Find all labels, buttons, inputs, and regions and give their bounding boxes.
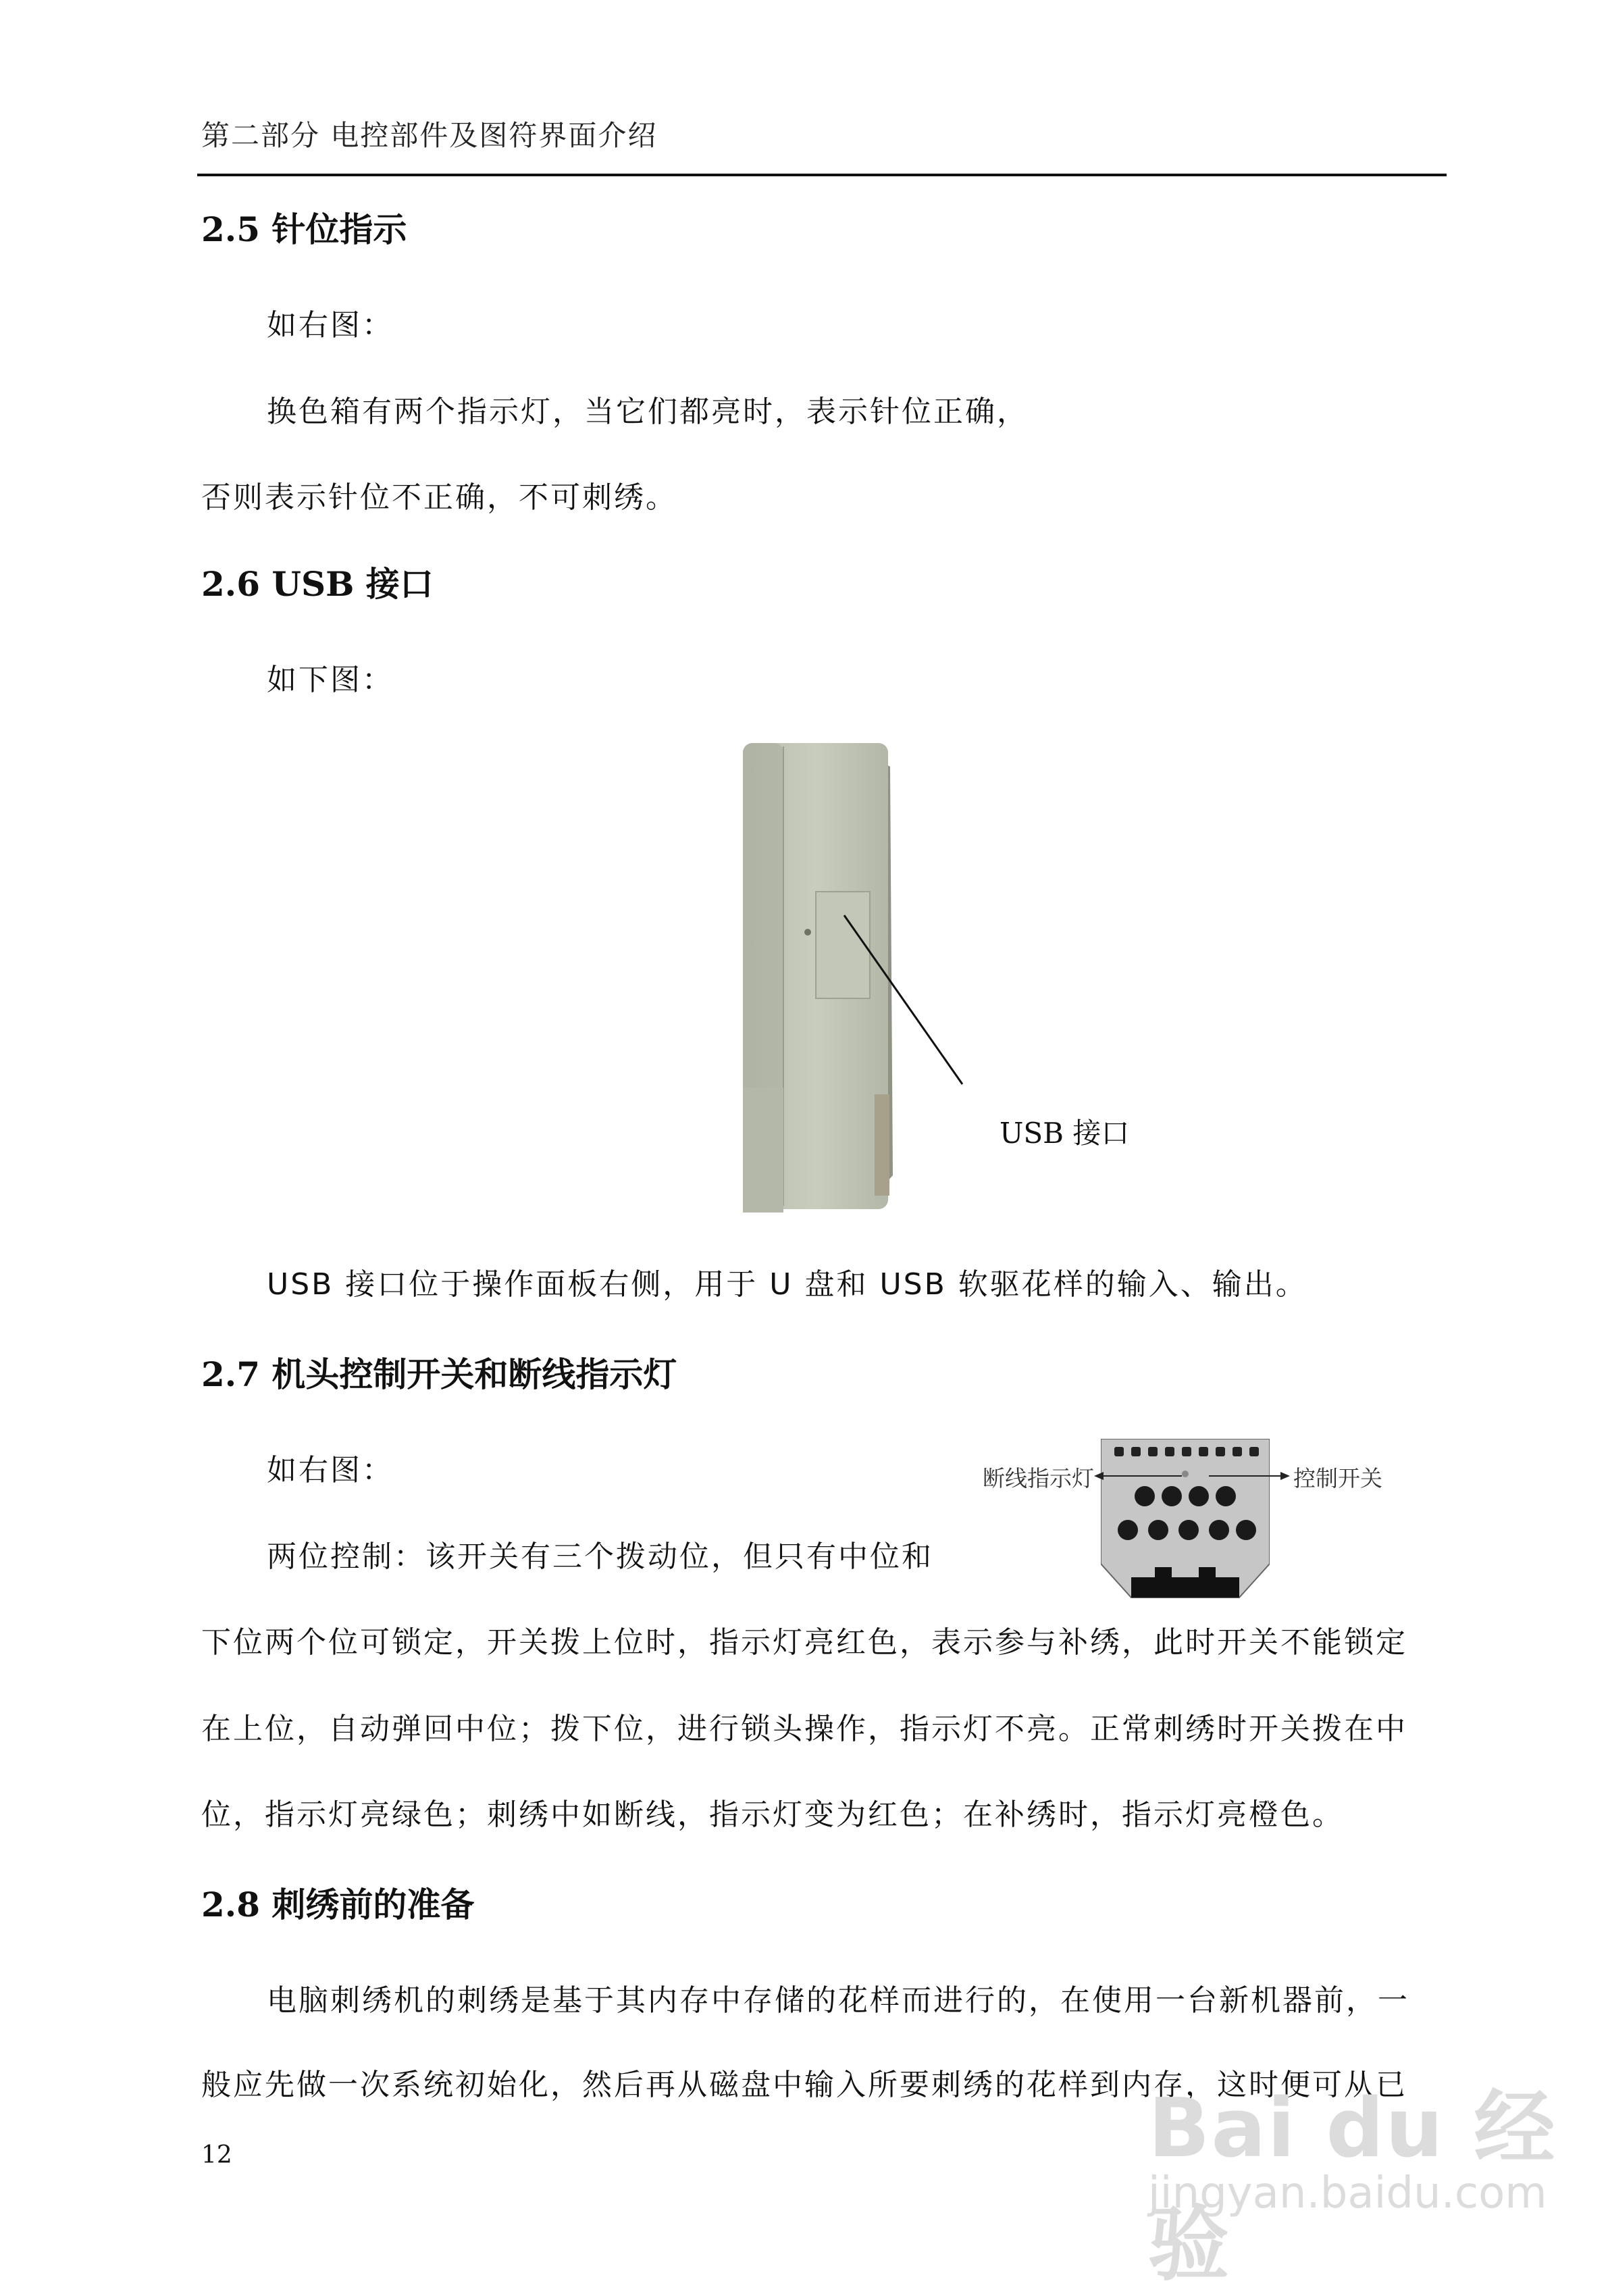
indicator-light xyxy=(1148,1447,1158,1456)
header-rule xyxy=(197,174,1447,176)
panel-bottom-step xyxy=(743,1088,783,1213)
paragraph-line: 如右图： xyxy=(267,1453,394,1487)
paragraph-line: 否则表示针位不正确，不可刺绣。 xyxy=(201,480,677,515)
switch-knob xyxy=(1118,1520,1138,1540)
paragraph-line: 下位两个位可锁定，开关拨上位时，指示灯亮红色，表示参与补绣，此时开关不能锁定 xyxy=(201,1625,1407,1660)
indicator-light xyxy=(1233,1447,1242,1456)
indicator-light xyxy=(1114,1447,1124,1456)
control-switch-label: 控制开关 xyxy=(1293,1465,1382,1491)
indicator-light xyxy=(1216,1447,1225,1456)
paragraph-line: USB 接口位于操作面板右侧，用于 U 盘和 USB 软驱花样的输入、输出。 xyxy=(267,1267,1307,1302)
switch-knob xyxy=(1209,1520,1229,1540)
switch-knob xyxy=(1135,1486,1155,1506)
indicator-light xyxy=(1199,1447,1208,1456)
usb-panel-figure xyxy=(716,730,1189,1229)
page-number: 12 xyxy=(201,2141,232,2169)
watermark-url: jingyan.baidu.com xyxy=(1148,2168,1547,2218)
right-arrow-head xyxy=(1280,1472,1290,1480)
section-heading-2-8: 2.8 刺绣前的准备 xyxy=(201,1885,475,1924)
usb-port-cover xyxy=(816,892,870,998)
paragraph-line: 如下图： xyxy=(267,663,394,697)
switch-callout-arrows xyxy=(1094,1466,1290,1486)
paragraph-line: 在上位，自动弹回中位；拨下位，进行锁头操作，指示灯不亮。正常刺绣时开关拨在中 xyxy=(201,1712,1407,1746)
indicator-light xyxy=(1165,1447,1174,1456)
head-switch-figure xyxy=(1101,1439,1270,1601)
left-arrow-head xyxy=(1094,1472,1104,1480)
section-heading-2-7: 2.7 机头控制开关和断线指示灯 xyxy=(201,1354,677,1394)
switch-knob xyxy=(1236,1520,1256,1540)
usb-port-label: USB 接口 xyxy=(1000,1117,1130,1150)
usb-cover-screw xyxy=(804,929,811,936)
paragraph-line: 电脑刺绣机的刺绣是基于其内存中存储的花样而进行的，在使用一台新机器前，一 xyxy=(267,1983,1409,2018)
running-header: 第二部分 电控部件及图符界面介绍 xyxy=(201,119,658,152)
switch-plate xyxy=(1101,1439,1270,1598)
indicator-light xyxy=(1182,1447,1191,1456)
paragraph-line: 换色箱有两个指示灯，当它们都亮时，表示针位正确， xyxy=(267,394,1029,429)
watermark-logo: Bai du 经验 xyxy=(1148,2082,1557,2292)
switch-knob xyxy=(1216,1486,1236,1506)
paragraph-line: 位，指示灯亮绿色；刺绣中如断线，指示灯变为红色；在补绣时，指示灯亮橙色。 xyxy=(201,1797,1344,1832)
switch-knob xyxy=(1162,1486,1182,1506)
section-heading-2-6: 2.6 USB 接口 xyxy=(201,564,434,604)
paragraph-line: 两位控制：该开关有三个拨动位，但只有中位和 xyxy=(267,1539,933,1574)
broken-thread-light-label: 断线指示灯 xyxy=(983,1465,1094,1491)
paragraph-line: 如右图： xyxy=(267,308,394,342)
indicator-light xyxy=(1249,1447,1259,1456)
panel-base-part xyxy=(875,1094,889,1196)
switch-knob xyxy=(1178,1520,1199,1540)
section-heading-2-5: 2.5 针位指示 xyxy=(201,209,407,249)
indicator-light xyxy=(1131,1447,1141,1456)
switch-knob xyxy=(1189,1486,1209,1506)
switch-knob xyxy=(1148,1520,1168,1540)
paragraph-line: 般应先做一次系统初始化，然后再从磁盘中输入所要刺绣的花样到内存，这时便可从已 xyxy=(201,2068,1407,2102)
